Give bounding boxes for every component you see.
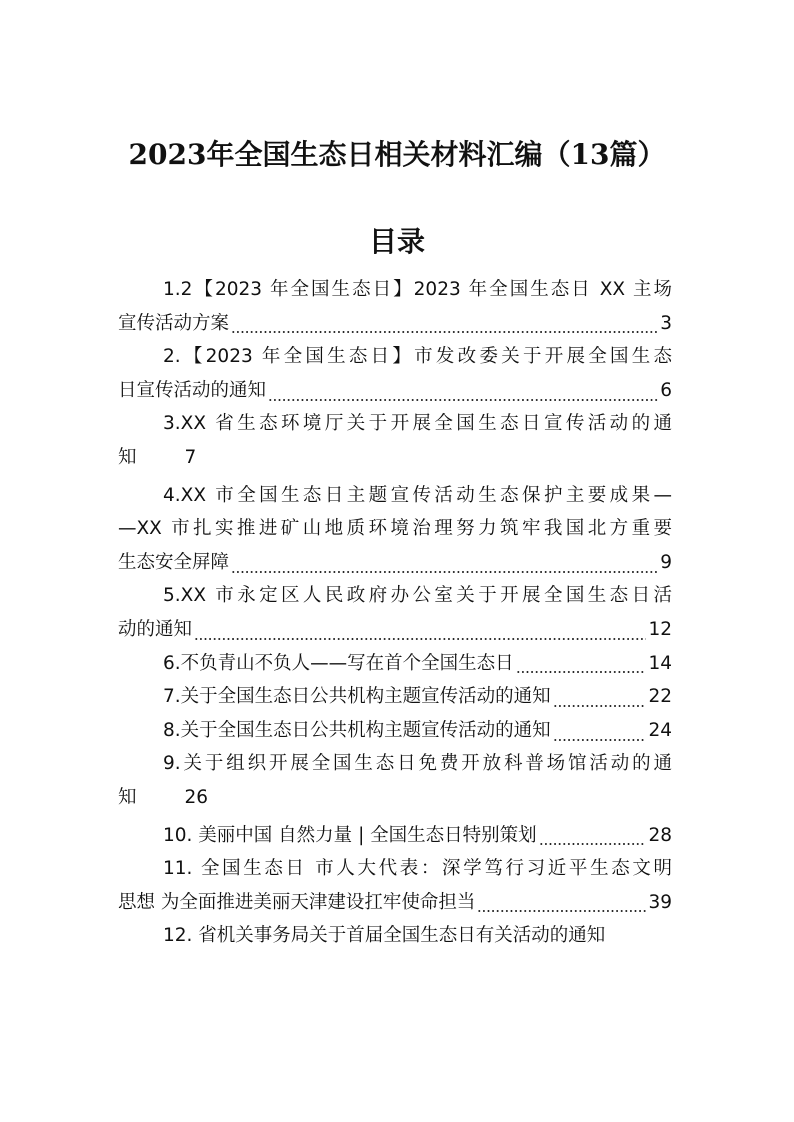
toc-entry-text: 3.XX 省生态环境厅关于开展全国生态日宣传活动的通 [163, 413, 672, 435]
toc-entry[interactable] [118, 579, 672, 646]
toc-entry-line [118, 512, 672, 546]
toc-entry-text: 知 [118, 446, 137, 468]
toc-entry-text: 5.XX 市永定区人民政府办公室关于开展全国生态日活 [163, 585, 672, 607]
toc-entry[interactable] [118, 919, 672, 953]
dot-leader [539, 842, 647, 846]
toc-entry-text: 10. 美丽中国 自然力量 | 全国生态日特别策划 [163, 824, 537, 846]
toc-entry-line [118, 579, 672, 613]
toc-entry-text: 思想 为全面推进美丽天津建设扛牢使命担当 [118, 891, 476, 913]
toc-page-number: 39 [648, 891, 672, 913]
toc-page-number: 3 [660, 312, 672, 334]
toc-entry[interactable] [118, 714, 672, 748]
toc-entry-text: 知 [118, 786, 137, 808]
toc-entry-line [118, 886, 672, 920]
toc-page-number: 22 [648, 686, 672, 708]
toc-entry-text: 动的通知 [118, 618, 193, 640]
dot-leader [553, 704, 647, 708]
toc-entry-line [118, 441, 672, 475]
toc-entry-line [118, 340, 672, 374]
toc-entry-text: 9.关于组织开展全国生态日免费开放科普场馆活动的通 [163, 753, 672, 775]
toc-entry-text: —XX 市扎实推进矿山地质环境治理努力筑牢我国北方重要 [118, 518, 672, 540]
toc-entry-text: 6.不负青山不负人——写在首个全国生态日 [163, 652, 514, 674]
toc-entry-text: 1.2【2023 年全国生态日】2023 年全国生态日 XX 主场 [163, 279, 672, 300]
toc-entry[interactable] [118, 479, 672, 580]
toc-page-number: 24 [648, 719, 672, 741]
toc-entry-text: 4.XX 市全国生态日主题宣传活动生态保护主要成果— [163, 484, 672, 506]
toc-entry-line [118, 680, 672, 714]
toc-entry-line [118, 307, 672, 341]
dot-leader [231, 570, 658, 574]
toc-page-number: 28 [648, 824, 672, 846]
dot-leader [516, 670, 647, 674]
toc-entry-text: 宣传活动方案 [118, 312, 230, 334]
toc-entry[interactable] [118, 747, 672, 814]
toc-entry-text: 8.关于全国生态日公共机构主题宣传活动的通知 [163, 719, 551, 741]
toc-entry-line [118, 546, 672, 580]
dot-leader [477, 909, 646, 913]
toc-entry[interactable] [118, 273, 672, 340]
toc-page-number: 7 [184, 446, 197, 468]
toc-page-number: 9 [660, 551, 672, 573]
toc-entry-line [118, 407, 672, 441]
toc-entry-text: 2.【2023 年全国生态日】市发改委关于开展全国生态 [163, 346, 672, 368]
toc-entry[interactable] [118, 340, 672, 407]
toc-entry-text: 11. 全国生态日 市人大代表：深学笃行习近平生态文明 [163, 858, 672, 880]
toc-page-number: 12 [648, 618, 672, 640]
table-of-contents [118, 273, 672, 953]
toc-entry-text: 日宣传活动的通知 [118, 379, 267, 401]
toc-entry-line [118, 479, 672, 513]
dot-leader [231, 330, 658, 334]
toc-entry[interactable] [118, 819, 672, 853]
toc-entry-line [118, 919, 672, 953]
dot-leader [194, 637, 646, 641]
toc-page-number: 6 [660, 379, 672, 401]
toc-entry[interactable] [118, 852, 672, 919]
toc-entry[interactable] [118, 680, 672, 714]
toc-entry-text: 生态安全屏障 [118, 551, 230, 573]
toc-entry-line [118, 819, 672, 853]
toc-entry[interactable] [118, 407, 672, 474]
document-title: 2023年全国生态日相关材料汇编（13篇） [128, 138, 666, 171]
toc-entry-line [118, 747, 672, 781]
toc-entry-line [118, 613, 672, 647]
toc-entry-line [118, 781, 672, 815]
toc-entry[interactable] [118, 647, 672, 681]
toc-entry-line [118, 273, 672, 307]
toc-entry-line [118, 714, 672, 748]
toc-entry-line [118, 852, 672, 886]
toc-page-number: 14 [648, 652, 672, 674]
toc-entry-line [118, 374, 672, 408]
dot-leader [553, 738, 647, 742]
toc-entry-line [118, 647, 672, 681]
dot-leader [268, 398, 658, 402]
toc-entry-text: 12. 省机关事务局关于首届全国生态日有关活动的通知 [163, 925, 606, 947]
toc-page-number: 26 [184, 786, 209, 808]
toc-heading: 目录 [368, 225, 425, 258]
toc-entry-text: 7.关于全国生态日公共机构主题宣传活动的通知 [163, 686, 551, 708]
